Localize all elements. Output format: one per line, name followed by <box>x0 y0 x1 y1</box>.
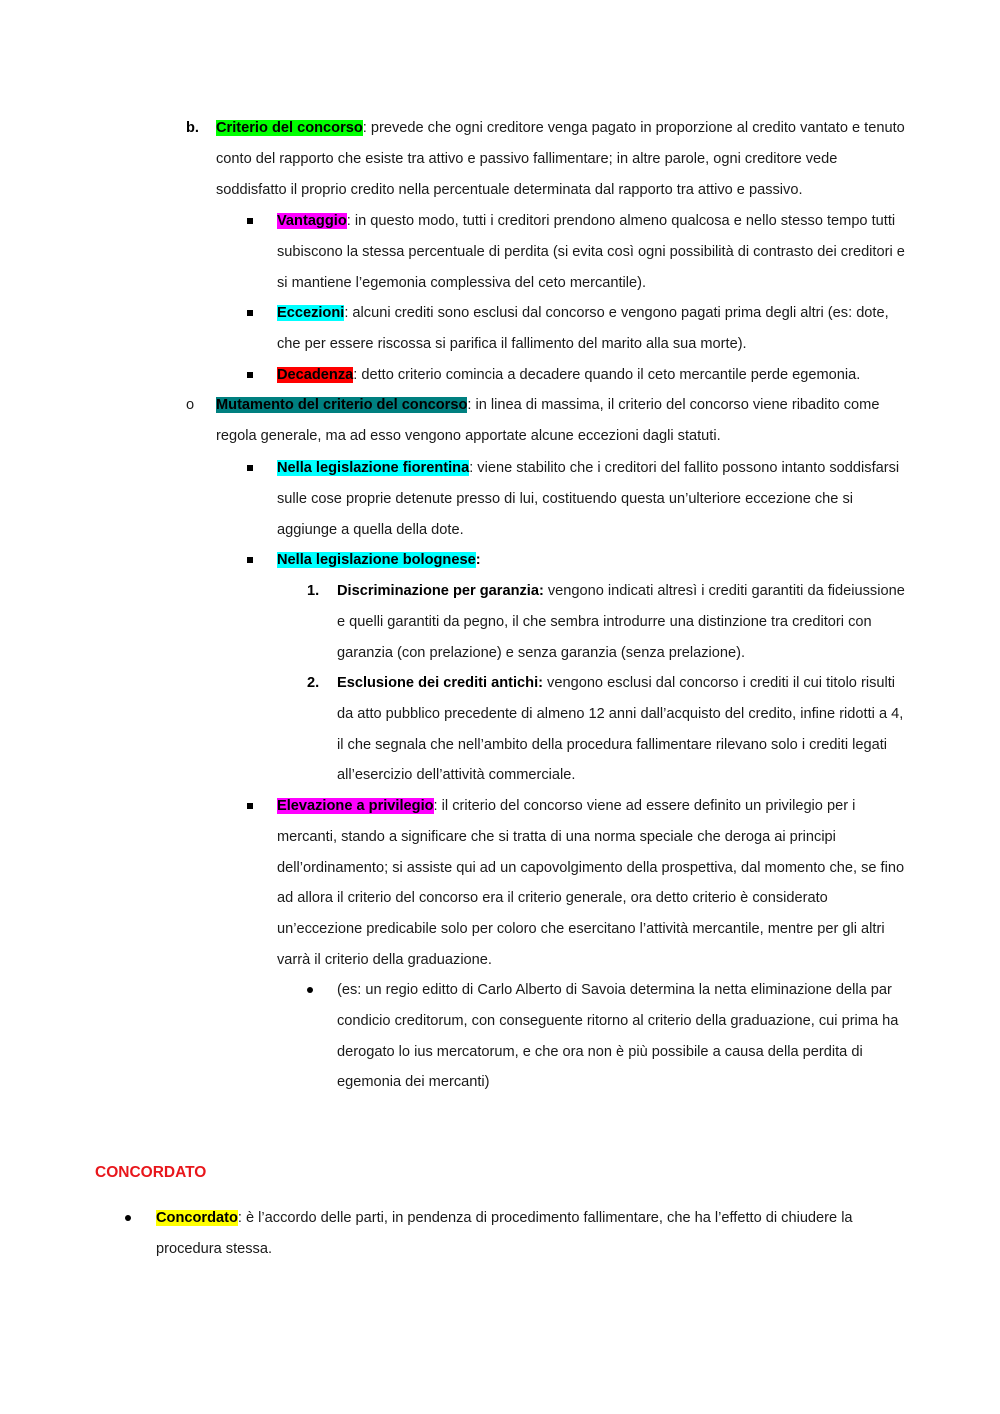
criterio-concorso-text: : prevede che ogni creditore venga pagato in proporzione al credito vantato e tenuto conto del rapporto che esiste tra attivo e passivo fallimentare; in altre parole, ogni creditore vede soddisfatto il proprio credito nella percentuale determinata dal rapporto tra attivo e passivo. <box>216 120 905 198</box>
esempio-text: (es: un regio editto di Carlo Alberto di Savoia determina la netta eliminazione della par condicio creditorum, con conseguente ritorno al criterio della graduazione, cui prima ha derogato lo ius mercatorum, e che ora non è più possibile a causa della perdita di egemonia dei mercanti) <box>337 982 899 1091</box>
bolognese-text: : <box>475 552 481 568</box>
fiorentina-text: : viene stabilito che i creditori del fallito possono intanto soddisfarsi sulle cose proprie detenute presso di lui, costituendo questa un’ulteriore eccezione che si aggiunge a quella della dote. <box>277 460 900 538</box>
round-bullet-icon <box>125 1203 131 1234</box>
highlight-elevazione: Elevazione a privilegio <box>277 798 434 814</box>
square-bullet-icon <box>247 791 253 822</box>
highlight-eccezioni: Eccezioni <box>277 305 345 321</box>
highlight-decadenza: Decadenza <box>277 367 354 383</box>
vantaggio-text: : in questo modo, tutti i creditori prendono almeno qualcosa e nello stesso tempo tutti subiscono la stessa percentuale di perdita (si evita così ogni possibilità di contrasto dei creditori e si mantiene l’egemonia complessiva del ceto mercantile). <box>277 213 905 291</box>
square-bullet-icon <box>247 545 253 576</box>
esclusione-term: Esclusione dei crediti antichi: <box>337 675 543 691</box>
paragraph-criterio-concorso <box>216 113 906 205</box>
mutamento-text: : in linea di massima, il criterio del concorso viene ribadito come regola generale, ma ad esso vengono apportate alcune eccezioni dagli statuti. <box>216 397 880 444</box>
square-bullet-icon <box>247 298 253 329</box>
decadenza-text: : detto criterio comincia a decadere quando il ceto mercantile perde egemonia. <box>353 367 861 383</box>
paragraph-bolognese <box>277 545 907 576</box>
highlight-concordato: Concordato <box>156 1210 238 1226</box>
eccezioni-text: : alcuni crediti sono esclusi dal concorso e vengono pagati prima degli altri (es: dote, che per essere riscossa si parifica il fallimento del marito alla sua morte). <box>277 305 889 352</box>
list-marker-1: 1. <box>307 583 320 599</box>
concordato-text: : è l’accordo delle parti, in pendenza di procedimento fallimentare, che ha l’effetto di chiudere la procedura stessa. <box>156 1210 853 1257</box>
section-heading-concordato: CONCORDATO <box>95 1164 207 1181</box>
highlight-mutamento: Mutamento del criterio del concorso <box>216 397 468 413</box>
highlight-vantaggio: Vantaggio <box>277 213 347 229</box>
discriminazione-text: vengono indicati altresì i crediti garantiti da fideiussione e quelli garantiti da pegno, il che sembra introdurre una distinzione tra creditori con garanzia (con prelazione) e senza garanzia (senza prelazione). <box>337 583 905 661</box>
round-bullet-icon <box>307 975 313 1006</box>
paragraph-fiorentina <box>277 453 907 545</box>
paragraph-esempio <box>337 975 907 1098</box>
paragraph-eccezioni <box>277 298 907 360</box>
paragraph-mutamento <box>216 390 906 452</box>
paragraph-concordato <box>156 1203 906 1265</box>
square-bullet-icon <box>247 453 253 484</box>
paragraph-vantaggio <box>277 206 907 298</box>
list-marker-o: o <box>186 397 195 413</box>
paragraph-discriminazione <box>337 576 907 668</box>
list-marker-b: b. <box>186 120 199 136</box>
highlight-criterio-concorso: Criterio del concorso <box>216 120 363 136</box>
discriminazione-term: Discriminazione per garanzia: <box>337 583 544 599</box>
square-bullet-icon <box>247 206 253 237</box>
paragraph-elevazione <box>277 791 907 976</box>
square-bullet-icon <box>247 360 253 391</box>
elevazione-text: : il criterio del concorso viene ad essere definito un privilegio per i mercanti, stando a significare che si tratta di una norma speciale che deroga ai principi dell’ordinamento; si assiste qui ad un capovolgimento della prospettiva, dal momento che, se fino ad allora il criterio del concorso era il criterio generale, ora detto criterio è considerato un’eccezione predicabile solo per coloro che esercitano l’attività mercantile, mentre per gli altri varrà il criterio della graduazione. <box>277 798 905 968</box>
highlight-bolognese: Nella legislazione bolognese <box>277 552 476 568</box>
esclusione-text: vengono esclusi dal concorso i crediti il cui titolo risulti da atto pubblico precedente di almeno 12 anni dall’acquisto del credito, infine ridotti a 4, il che segnala che nell’ambito della procedura fallimentare rilevano solo i crediti legati all’esercizio dell’attività commerciale. <box>337 675 904 784</box>
highlight-fiorentina: Nella legislazione fiorentina <box>277 460 470 476</box>
paragraph-decadenza <box>277 360 907 391</box>
list-marker-2: 2. <box>307 675 320 691</box>
paragraph-esclusione <box>337 668 907 791</box>
